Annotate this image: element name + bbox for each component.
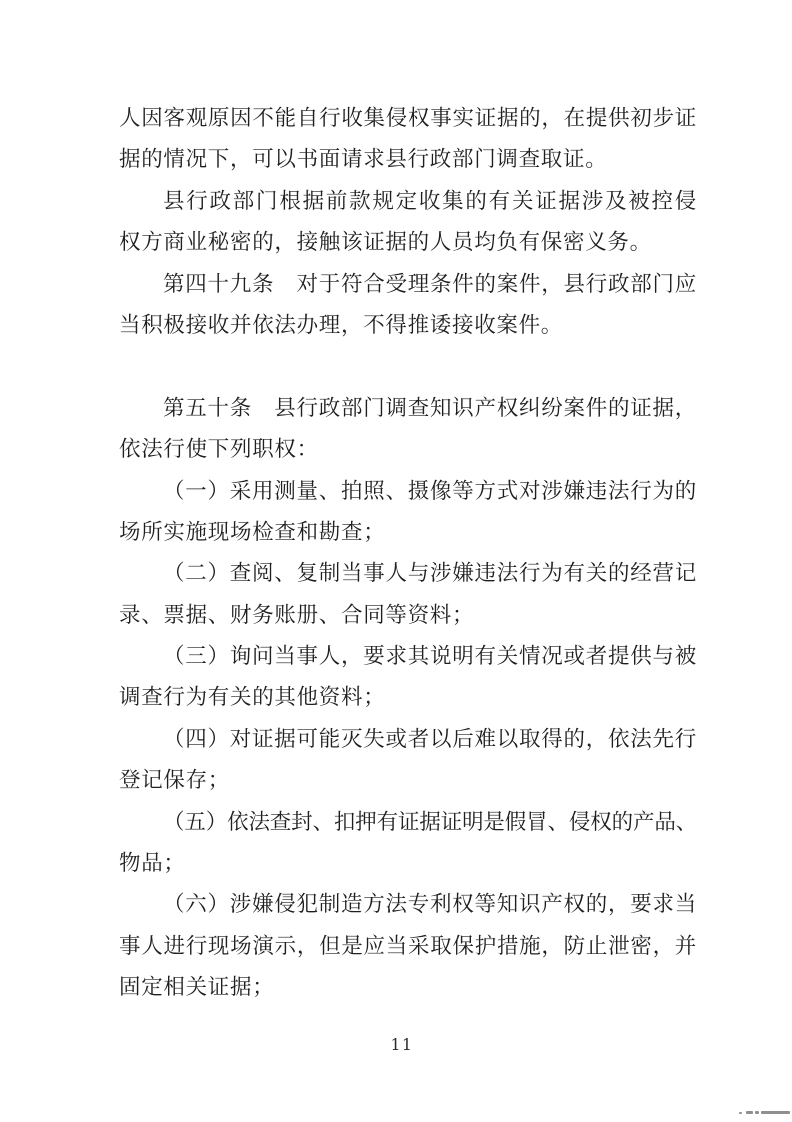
blank-line bbox=[119, 346, 697, 387]
text-line: （三）询问当事人，要求其说明有关情况或者提供与被 bbox=[163, 644, 697, 669]
text-line: 调查行为有关的其他资料； bbox=[119, 685, 386, 710]
text-line: 据的情况下，可以书面请求县行政部门调查取证。 bbox=[119, 147, 608, 172]
text-line: （五）依法查封、扣押有证据证明是假冒、侵权的产品、 bbox=[163, 809, 697, 834]
text-line: 固定相关证据； bbox=[119, 975, 275, 1000]
text-block bbox=[119, 98, 697, 1009]
page-number: 11 bbox=[390, 1036, 414, 1054]
scan-artifact-segment bbox=[761, 1111, 790, 1114]
text-line: 事人进行现场演示，但是应当采取保护措施，防止泄密，并 bbox=[119, 933, 697, 958]
text-line: 依法行使下列职权： bbox=[119, 437, 319, 462]
text-line: 权方商业秘密的，接触该证据的人员均负有保密义务。 bbox=[119, 230, 652, 255]
text-line: 物品； bbox=[119, 851, 186, 876]
text-line: 第五十条 县行政部门调查知识产权纠纷案件的证据， bbox=[163, 395, 697, 420]
scan-artifact-segment bbox=[739, 1112, 742, 1114]
text-line: （六）涉嫌侵犯制造方法专利权等知识产权的，要求当 bbox=[163, 892, 697, 917]
text-line: （一）采用测量、拍照、摄像等方式对涉嫌违法行为的 bbox=[163, 478, 697, 503]
text-line: 县行政部门根据前款规定收集的有关证据涉及被控侵 bbox=[163, 188, 697, 213]
text-line: 当积极接收并依法办理，不得推诿接收案件。 bbox=[119, 312, 564, 337]
text-line: （四）对证据可能灭失或者以后难以取得的，依法先行 bbox=[163, 726, 697, 751]
text-line: 场所实施现场检查和勘查； bbox=[119, 519, 386, 544]
text-line: 登记保存； bbox=[119, 768, 231, 793]
text-line: （二）查阅、复制当事人与涉嫌违法行为有关的经营记 bbox=[163, 561, 697, 586]
text-line: 第四十九条 对于符合受理条件的案件，县行政部门应 bbox=[163, 271, 697, 296]
text-line: 人因客观原因不能自行收集侵权事实证据的，在提供初步证 bbox=[119, 106, 697, 130]
scan-artifact-segment bbox=[746, 1111, 753, 1114]
scan-artifact-segment bbox=[755, 1111, 759, 1114]
text-line: 录、票据、财务账册、合同等资料； bbox=[119, 602, 475, 627]
